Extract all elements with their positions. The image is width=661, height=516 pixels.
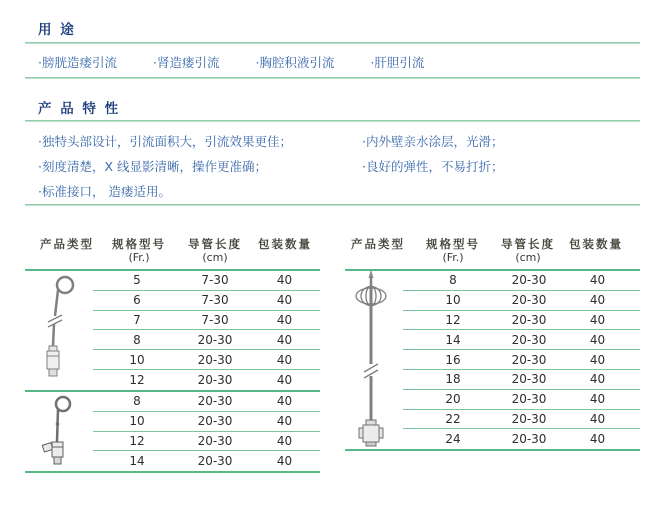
cell-spec: 7	[133, 312, 141, 327]
cell-qty: 40	[589, 312, 606, 327]
table-row	[93, 330, 320, 350]
feature-item: ·刻度清楚，X 线显影清晰，操作更准确；	[38, 159, 268, 174]
table-row	[403, 350, 640, 370]
cell-qty: 40	[276, 394, 293, 409]
cell-length: 7-30	[201, 273, 229, 288]
usage-title: 用 途	[38, 22, 76, 38]
table-bottom-line	[25, 471, 320, 473]
table-row	[93, 451, 320, 471]
features-left-column	[38, 129, 292, 204]
cell-length: 20-30	[511, 352, 547, 367]
cell-length: 20-30	[511, 411, 547, 426]
cell-length: 20-30	[197, 433, 233, 448]
cell-length: 20-30	[197, 332, 233, 347]
cell-qty: 40	[276, 312, 293, 327]
cell-length: 20-30	[197, 454, 233, 469]
cell-length: 20-30	[511, 273, 547, 288]
cell-length: 7-30	[201, 293, 229, 308]
table-row	[93, 432, 320, 452]
cell-spec: 8	[449, 273, 457, 288]
feature-item: ·标准接口， 造瘘适用。	[38, 184, 171, 199]
divider-line	[25, 77, 640, 79]
divider-line	[25, 120, 640, 122]
cell-spec: 12	[129, 372, 145, 387]
cell-qty: 40	[276, 454, 293, 469]
table-row	[403, 271, 640, 291]
cell-spec: 8	[133, 332, 141, 347]
table-row	[403, 390, 640, 410]
column-header-spec-unit: (Fr.)	[442, 251, 464, 264]
usage-item-list	[38, 53, 424, 71]
cell-qty: 40	[589, 392, 606, 407]
cell-spec: 20	[445, 392, 461, 407]
cell-qty: 40	[276, 273, 293, 288]
column-header-length: 导管长度	[188, 237, 242, 251]
cell-spec: 12	[445, 312, 461, 327]
cell-length: 20-30	[511, 432, 547, 447]
table-row	[403, 330, 640, 350]
table-bottom-line	[345, 449, 640, 451]
table-body	[403, 271, 640, 449]
cell-qty: 40	[276, 414, 293, 429]
table-row	[93, 291, 320, 311]
column-header-length-unit: (cm)	[515, 251, 541, 264]
cell-qty: 40	[276, 332, 293, 347]
table-row	[93, 370, 320, 390]
table-body-group2	[93, 392, 320, 471]
column-header-qty: 包装数量	[258, 237, 312, 251]
table-row	[93, 350, 320, 370]
cell-qty: 40	[589, 372, 606, 387]
cell-spec: 10	[129, 352, 145, 367]
cell-spec: 24	[445, 432, 461, 447]
column-header-qty: 包装数量	[569, 237, 623, 251]
cell-length: 20-30	[511, 312, 547, 327]
features-title: 产 品 特 性	[38, 101, 121, 117]
cell-spec: 5	[133, 273, 141, 288]
cell-length: 20-30	[197, 414, 233, 429]
cell-qty: 40	[276, 352, 293, 367]
cell-length: 20-30	[511, 293, 547, 308]
column-header-spec-unit: (Fr.)	[128, 251, 150, 264]
usage-item: ·肝胆引流	[370, 55, 425, 70]
cell-qty: 40	[589, 293, 606, 308]
pigtail-catheter-illustration	[38, 273, 88, 385]
cell-qty: 40	[276, 293, 293, 308]
table-body-group1	[93, 271, 320, 390]
cell-qty: 40	[589, 432, 606, 447]
feature-item: ·独特头部设计，引流面积大，引流效果更佳；	[38, 134, 292, 149]
table-row	[93, 311, 320, 331]
usage-item: ·胸腔积液引流	[255, 55, 335, 70]
feature-item: ·良好的弹性，不易打折；	[362, 159, 504, 174]
cell-length: 7-30	[201, 312, 229, 327]
cell-qty: 40	[589, 273, 606, 288]
cell-qty: 40	[589, 352, 606, 367]
table-row	[403, 291, 640, 311]
cell-spec: 16	[445, 352, 461, 367]
cell-spec: 22	[445, 411, 461, 426]
malecot-catheter-illustration	[353, 268, 389, 448]
table-row	[93, 271, 320, 291]
features-right-column	[362, 129, 503, 179]
locking-pigtail-catheter-illustration	[38, 394, 88, 468]
column-header-spec: 规格型号	[426, 237, 480, 251]
cell-qty: 40	[589, 411, 606, 426]
cell-length: 20-30	[511, 332, 547, 347]
cell-qty: 40	[276, 433, 293, 448]
column-header-product: 产品类型	[351, 237, 405, 251]
divider-line	[25, 42, 640, 44]
column-header-product: 产品类型	[40, 237, 94, 251]
cell-spec: 12	[129, 433, 145, 448]
cell-qty: 40	[276, 372, 293, 387]
table-row	[403, 370, 640, 390]
table-row	[93, 392, 320, 412]
cell-spec: 18	[445, 372, 461, 387]
cell-spec: 10	[129, 414, 145, 429]
spec-table-right	[345, 232, 640, 452]
spec-table-left	[25, 232, 320, 474]
column-header-length-unit: (cm)	[202, 251, 228, 264]
divider-line	[25, 204, 640, 206]
cell-length: 20-30	[511, 392, 547, 407]
table-row	[403, 410, 640, 430]
cell-spec: 8	[133, 394, 141, 409]
cell-length: 20-30	[511, 372, 547, 387]
cell-spec: 14	[445, 332, 461, 347]
table-row	[403, 429, 640, 449]
cell-length: 20-30	[197, 352, 233, 367]
cell-spec: 10	[445, 293, 461, 308]
cell-length: 20-30	[197, 394, 233, 409]
table-row	[93, 412, 320, 432]
column-header-spec: 规格型号	[112, 237, 166, 251]
column-header-length: 导管长度	[501, 237, 555, 251]
usage-item: ·肾造瘘引流	[152, 55, 220, 70]
cell-qty: 40	[589, 332, 606, 347]
cell-spec: 14	[129, 454, 145, 469]
usage-item: ·膀胱造瘘引流	[38, 55, 117, 70]
feature-item: ·内外壁亲水涂层，光滑；	[362, 134, 504, 149]
cell-length: 20-30	[197, 372, 233, 387]
table-row	[403, 311, 640, 331]
cell-spec: 6	[133, 293, 141, 308]
